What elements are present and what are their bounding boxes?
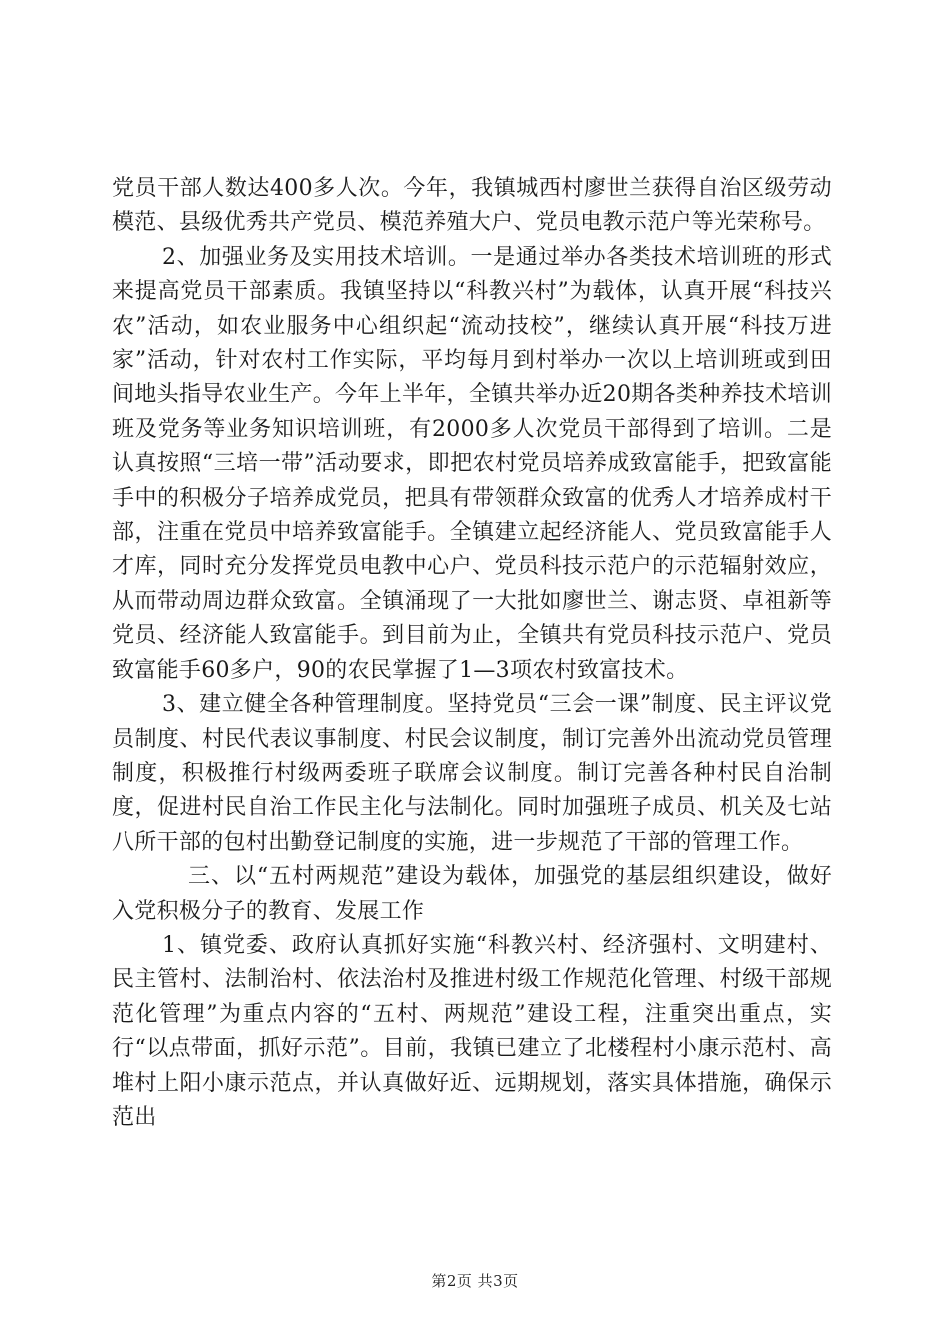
section-heading-three: 三、以“五村两规范”建设为载体，加强党的基层组织建设，做好入党积极分子的教育、发展工作 [112, 864, 832, 924]
paragraph-management-system: 3、建立健全各种管理制度。坚持党员“三会一课”制度、民主评议党员制度、村民代表议事制度、村民会议制度，制订完善外出流动党员管理制度，积极推行村级两委班子联席会议制度。制订完善各种村民自治制度，促进村民自治工作民主化与法制化。同时加强班子成员、机关及七站八所干部的包村出勤登记制度的实施，进一步规范了干部的管理工作。 [112, 692, 832, 855]
paragraph-continuation: 党员干部人数达400多人次。今年，我镇城西村廖世兰获得自治区级劳动模范、县级优秀共产党员、模范养殖大户、党员电教示范户等光荣称号。 [112, 176, 832, 236]
paragraph-five-villages: 1、镇党委、政府认真抓好实施“科教兴村、经济强村、文明建村、民主管村、法制治村、依法治村及推进村级工作规范化管理、村级干部规范化管理”为重点内容的“五村、两规范”建设工程，注重突出重点，实行“以点带面，抓好示范”。目前，我镇已建立了北楼程村小康示范村、高堆村上阳小康示范点，并认真做好近、远期规划，落实具体措施，确保示范出 [112, 932, 832, 1130]
page-number-footer: 第2页 共3页 [431, 1272, 519, 1290]
document-body [112, 172, 832, 1135]
paragraph-technical-training: 2、加强业务及实用技术培训。一是通过举办各类技术培训班的形式来提高党员干部素质。我镇坚持以“科教兴村”为载体，认真开展“科技兴农”活动，如农业服务中心组织起“流动技校”，继续认真开展“科技万进家”活动，针对农村工作实际，平均每月到村举办一次以上培训班或到田间地头指导农业生产。今年上半年，全镇共举办近20期各类种养技术培训班及党务等业务知识培训班，有2000多人次党员干部得到了培训。二是认真按照“三培一带”活动要求，即把农村党员培养成致富能手，把致富能手中的积极分子培养成党员，把具有带领群众致富的优秀人才培养成村干部，注重在党员中培养致富能手。全镇建立起经济能人、党员致富能手人才库，同时充分发挥党员电教中心户、党员科技示范户的示范辐射效应，从而带动周边群众致富。全镇涌现了一大批如廖世兰、谢志贤、卓祖新等党员、经济能人致富能手。到目前为止，全镇共有党员科技示范户、党员致富能手60多户，90的农民掌握了1—3项农村致富技术。 [112, 244, 832, 683]
